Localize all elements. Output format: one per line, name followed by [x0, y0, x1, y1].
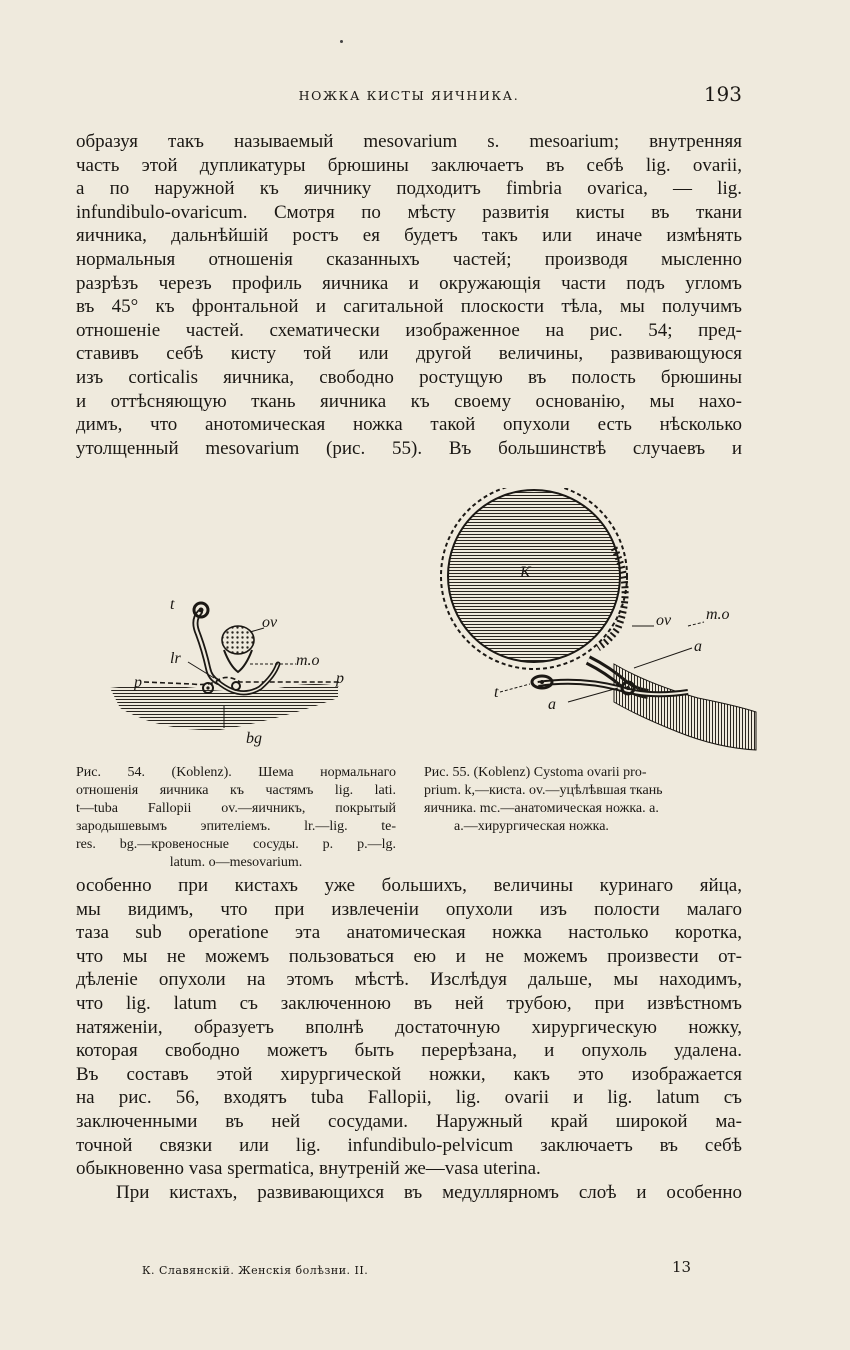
- text-line: натяженіи, образуетъ вполнѣ достаточную хирургическую ножку,: [76, 1016, 742, 1038]
- fig55-label-mo: m.o: [706, 606, 730, 623]
- figure-55-caption: [424, 764, 754, 836]
- figure-54: [100, 590, 380, 760]
- fig55-label-k: K: [520, 564, 531, 581]
- text-line: infundibulo-ovaricum. Смотря по мѣсту развитія кисты въ ткани: [76, 201, 742, 223]
- caption-line: отношенія яичника къ частямъ lig. lati.: [76, 783, 396, 798]
- page-header: [76, 82, 742, 112]
- text-line: образуя такъ называемый mesovarium s. mesoarium; внутренняя: [76, 131, 742, 152]
- text-line: дѣленіе опухоли на этомъ мѣстѣ. Изслѣдуя дальше, мы находимъ,: [76, 969, 742, 991]
- text-line: въ 45° къ фронтальной и сагитальной плоскости тѣла, мы получимъ: [76, 296, 742, 318]
- text-line: что lig. latum съ заключенною въ ней трубою, при извѣстномъ: [76, 992, 742, 1014]
- caption-line: prium. k,—киста. ov.—уцѣлѣвшая ткань: [424, 783, 663, 798]
- text-line: ставивъ себѣ кисту той или другой величины, развивающуюся: [76, 343, 742, 365]
- caption-line: яичника. mc.—анатомическая ножка. a.: [424, 801, 659, 816]
- caption-line: t—tuba Fallopii ov.—яичникъ, покрытый: [76, 801, 396, 816]
- fig54-label-bg: bg: [246, 730, 262, 747]
- fig54-label-mo: m.o: [296, 652, 320, 669]
- fig54-label-ov: ov: [262, 614, 278, 631]
- text-line: заключенными въ ней сосудами. Наружный край широкой ма-: [76, 1110, 742, 1132]
- fig54-label-lr: lr: [170, 650, 181, 667]
- text-line: изъ corticalis яичника, свободно ростущую въ полость брюшины: [76, 366, 742, 388]
- caption-line: Рис. 54. (Koblenz). Шема нормальнаго: [76, 765, 396, 780]
- text-line: часть этой дупликатуры брюшины заключаетъ въ себѣ lig. ovarii,: [76, 154, 742, 176]
- text-line: отношеніе частей. схематически изображенное на рис. 54; пред-: [76, 319, 742, 341]
- text-line: утолщенный mesovarium (рис. 55). Въ большинствѣ случаевъ и: [76, 437, 742, 459]
- fig54-label-p-right: p: [336, 670, 344, 687]
- page-number: 193: [703, 82, 742, 106]
- fig55-label-a-right: a: [694, 638, 702, 655]
- text-line: точной связки или lig. infundibulo-pelvicum заключаетъ въ себѣ: [76, 1134, 742, 1156]
- printer-signature: К. Славянскій. Женскія болѣзни. II.: [142, 1264, 369, 1277]
- text-line: что мы не можемъ пользоваться ею и не можемъ произвести от-: [76, 945, 742, 967]
- text-line: мы видимъ, что при извлеченіи опухоли изъ полости малаго: [76, 898, 742, 920]
- caption-line: Рис. 55. (Koblenz) Cystoma ovarii pro-: [424, 765, 647, 780]
- fig54-label-t: t: [170, 596, 175, 613]
- figure-54-caption: [76, 764, 396, 872]
- running-title: НОЖКА КИСТЫ ЯИЧНИКА.: [298, 88, 520, 103]
- text-line: нормальныя отношенія сказанныхъ частей; производя мысленно: [76, 248, 742, 270]
- caption-line: latum. o—mesovarium.: [169, 855, 303, 870]
- figure-55: [438, 488, 758, 756]
- text-line: обыкновенно vasa spermatica, внутреній же—vasa uterina.: [76, 1158, 541, 1180]
- fig55-label-t: t: [494, 684, 499, 701]
- text-line: таза sub operatione эта анатомическая ножка настолько коротка,: [76, 922, 742, 944]
- caption-line: res. bg.—кровеносные сосуды. p. p.—lg.: [76, 837, 396, 852]
- caption-line: a.—хирургическая ножка.: [454, 819, 609, 834]
- caption-line: зародышевымъ эпителіемъ. lr.—lig. te-: [76, 819, 396, 834]
- text-line: димъ, что анотомическая ножка такой опухоли есть нѣсколько: [76, 414, 742, 436]
- text-line: особенно при кистахъ уже большихъ, величины куринаго яйца,: [76, 875, 742, 896]
- paragraph-bottom: [76, 874, 742, 1204]
- print-speck: [340, 40, 343, 43]
- text-line: Въ составъ этой хирургической ножки, какъ это изображается: [76, 1063, 742, 1085]
- text-line: а по наружной къ яичнику подходитъ fimbria ovarica, — lig.: [76, 178, 742, 200]
- text-line: и оттѣсняющую ткань яичника къ своему основанію, мы нахо-: [76, 390, 742, 412]
- fig55-label-a-bottom: a: [548, 696, 556, 713]
- text-line: на рис. 56, входятъ tuba Fallopii, lig. ovarii и lig. latum съ: [76, 1087, 742, 1109]
- sheet-number: 13: [672, 1258, 692, 1276]
- paragraph-top: [76, 130, 742, 460]
- fig55-label-ov: ov: [656, 612, 672, 629]
- text-line: При кистахъ, развивающихся въ медуллярномъ слоѣ и особенно: [116, 1181, 742, 1203]
- text-line: которая свободно можетъ быть перерѣзана, и опухоль удалена.: [76, 1040, 742, 1062]
- fig54-label-p-left: p: [134, 674, 142, 691]
- text-line: разрѣзъ черезъ профиль яичника и окружающія части подъ угломъ: [76, 272, 742, 294]
- text-line: яичника, дальнѣйшій ростъ ея будетъ такъ или иначе измѣнять: [76, 225, 742, 247]
